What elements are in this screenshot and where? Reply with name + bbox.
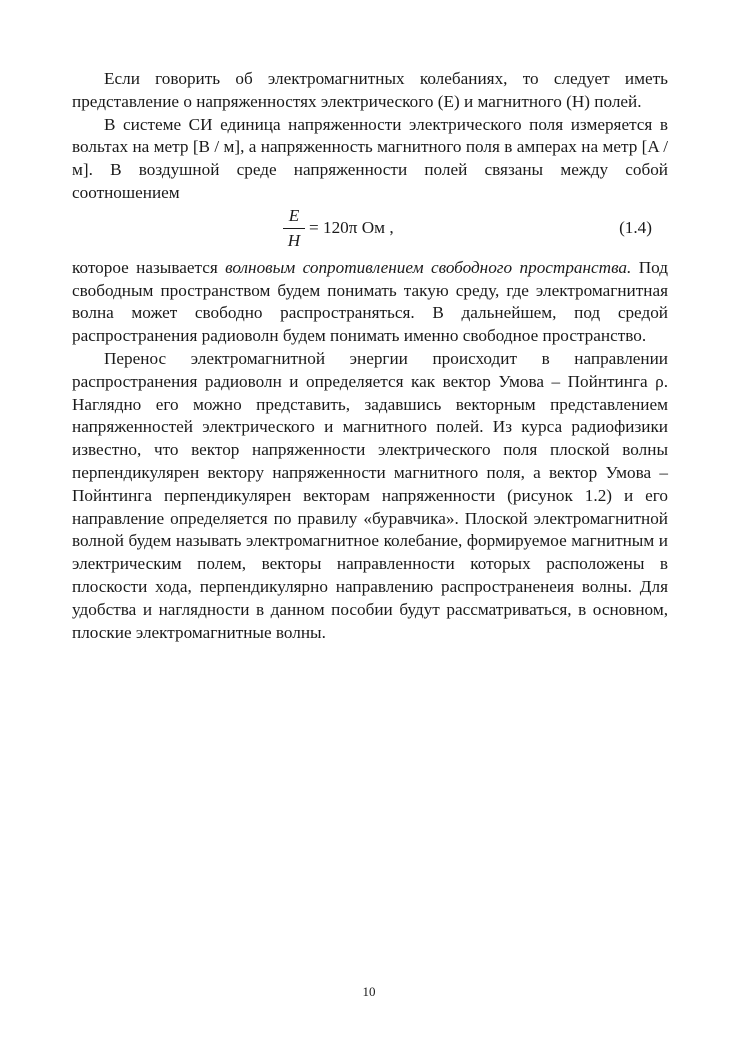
equation-number: (1.4) — [619, 217, 652, 237]
paragraph-1: Если говорить об электромагнитных колебаниях, то следует иметь представление о напряженностях электрического (E) и магнитного (H) полей. — [72, 69, 668, 111]
paragraph-4: Перенос электромагнитной энергии происходит в направлении распространения радиоволн и определяется как вектор Умова – Пойнтинга ρ. Наглядно его можно представить, задавшись векторным представлением напряженностей электрического и магнитного полей. Из курса радиофизики известно, что вектор напряженности электрического поля плоской волны перпендикулярен вектору напряженности магнитного поля, а вектор Умова – Пойнтинга перпендикулярен векторам напряженности (рисунок 1.2) и его направление определяется по правилу «буравчика». Плоской электромагнитной волной будем называть электромагнитное колебание, формируемое магнитным и электрическим полем, векторы направленности которых расположены в плоскости хода, перпендикулярно направлению распространенеия волны. Для удобства и наглядности в данном пособии будут рассматриваться, в основном, плоские электромагнитные волны. — [72, 348, 668, 642]
paragraph-3-term: волновым сопротивлением свободного пространства. — [225, 257, 632, 277]
paragraph-3-after: Под свободным пространством будем понимать такую среду, где электромагнитная волна может свободно распространяться. В дальнейшем, под средой распространения радиоволн будем понимать именно свободное пространство. — [72, 257, 668, 346]
page-number: 10 — [362, 984, 376, 999]
fraction-bar — [283, 228, 305, 229]
paragraph-3 — [72, 257, 668, 348]
fraction-numerator: E — [288, 205, 300, 225]
formula-1-4 — [72, 205, 668, 257]
fraction — [283, 205, 305, 252]
paragraph-3-before: которое называется — [72, 257, 226, 277]
fraction-denominator: H — [287, 230, 301, 250]
formula-rhs: = 120π Ом , — [309, 217, 394, 237]
paragraph-2: В системе СИ единица напряженности электрического поля измеряется в вольтах на метр [B / м], а напряженность магнитного поля в амперах на метр [A / м]. В воздушной среде напряженности полей связаны между собой соотношением — [72, 114, 668, 202]
page-body — [72, 68, 668, 644]
